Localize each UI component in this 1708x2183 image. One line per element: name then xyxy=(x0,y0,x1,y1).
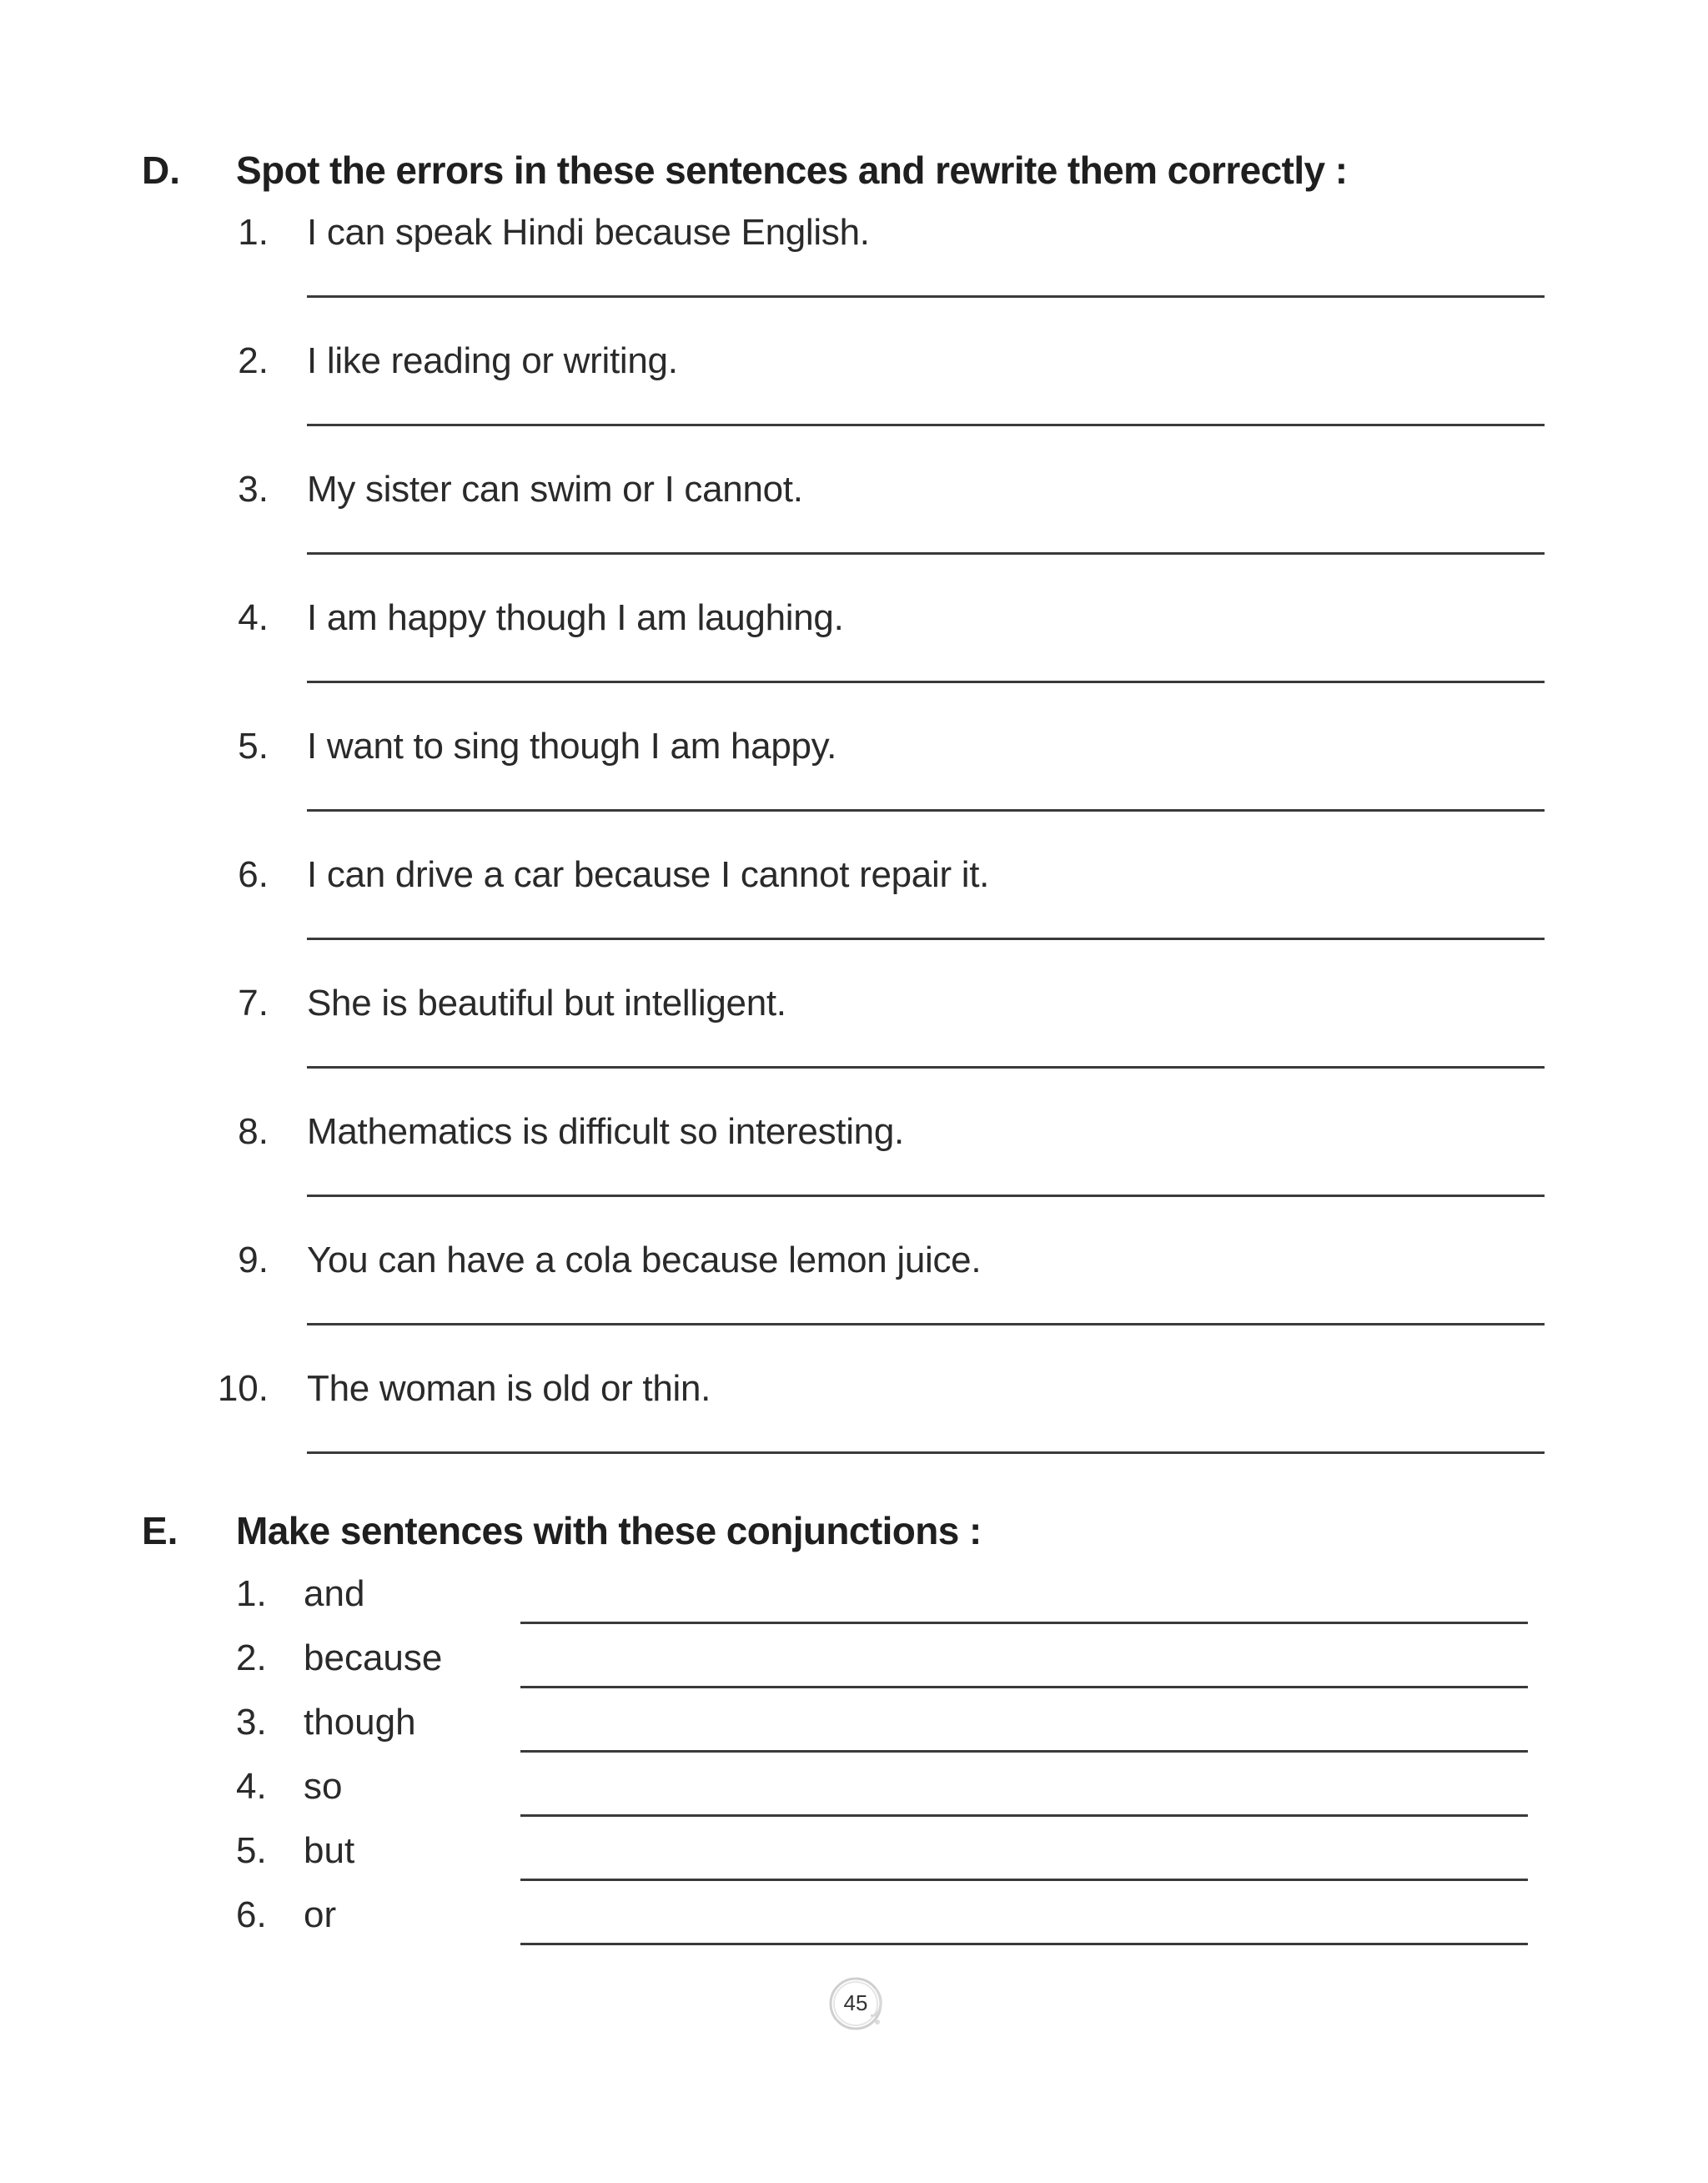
item-number: 2. xyxy=(238,340,269,381)
item-sentence: I can speak Hindi because English. xyxy=(307,212,870,253)
answer-line[interactable] xyxy=(307,424,1545,426)
item-number: 10. xyxy=(217,1368,269,1409)
section-e-letter: E. xyxy=(142,1509,178,1552)
item-number: 4. xyxy=(238,597,269,638)
answer-line[interactable] xyxy=(307,1195,1545,1197)
page-number: 45 xyxy=(843,1990,868,2015)
conjunction-word: but xyxy=(304,1830,355,1871)
list-item xyxy=(0,1702,1708,1766)
list-item xyxy=(0,983,1708,1111)
item-number: 3. xyxy=(236,1702,267,1743)
list-item xyxy=(0,1766,1708,1830)
item-number: 5. xyxy=(236,1830,267,1871)
list-item xyxy=(0,212,1708,340)
item-sentence: I like reading or writing. xyxy=(307,340,678,381)
item-sentence: I can drive a car because I cannot repair it. xyxy=(307,854,990,895)
conjunction-word: though xyxy=(304,1702,416,1743)
answer-line[interactable] xyxy=(520,1686,1528,1688)
answer-line[interactable] xyxy=(520,1943,1528,1945)
item-sentence: My sister can swim or I cannot. xyxy=(307,469,803,510)
answer-line[interactable] xyxy=(520,1750,1528,1753)
item-number: 1. xyxy=(236,1573,267,1614)
list-item xyxy=(0,597,1708,726)
list-item xyxy=(0,1111,1708,1240)
item-sentence: I want to sing though I am happy. xyxy=(307,726,837,767)
list-item xyxy=(0,1894,1708,1959)
conjunction-word: because xyxy=(304,1637,443,1678)
item-number: 5. xyxy=(238,726,269,767)
item-number: 4. xyxy=(236,1766,267,1807)
item-number: 6. xyxy=(238,854,269,895)
list-item xyxy=(0,1368,1708,1496)
item-sentence: She is beautiful but intelligent. xyxy=(307,983,786,1024)
list-item xyxy=(0,854,1708,983)
item-sentence: I am happy though I am laughing. xyxy=(307,597,844,638)
item-number: 1. xyxy=(238,212,269,253)
list-item xyxy=(0,469,1708,597)
answer-line[interactable] xyxy=(520,1622,1528,1624)
conjunction-word: or xyxy=(304,1894,337,1935)
section-d-title: Spot the errors in these sentences and rewrite them correctly : xyxy=(236,148,1348,192)
item-sentence: Mathematics is difficult so interesting. xyxy=(307,1111,904,1152)
answer-line[interactable] xyxy=(307,295,1545,298)
conjunction-word: and xyxy=(304,1573,365,1614)
list-item xyxy=(0,340,1708,469)
answer-line[interactable] xyxy=(520,1879,1528,1881)
item-number: 9. xyxy=(238,1240,269,1280)
answer-line[interactable] xyxy=(307,938,1545,940)
item-number: 6. xyxy=(236,1894,267,1935)
list-item xyxy=(0,1830,1708,1894)
item-number: 8. xyxy=(238,1111,269,1152)
item-number: 3. xyxy=(238,469,269,510)
section-d-letter: D. xyxy=(142,148,180,192)
list-item xyxy=(0,726,1708,854)
list-item xyxy=(0,1240,1708,1368)
answer-line[interactable] xyxy=(307,552,1545,555)
list-item xyxy=(0,1573,1708,1637)
answer-line[interactable] xyxy=(307,1323,1545,1325)
answer-line[interactable] xyxy=(307,1451,1545,1454)
answer-line[interactable] xyxy=(520,1814,1528,1817)
item-number: 7. xyxy=(238,983,269,1024)
item-sentence: You can have a cola because lemon juice. xyxy=(307,1240,982,1280)
answer-line[interactable] xyxy=(307,681,1545,683)
answer-line[interactable] xyxy=(307,809,1545,812)
section-e-title: Make sentences with these conjunctions : xyxy=(236,1509,982,1552)
conjunction-word: so xyxy=(304,1766,343,1807)
answer-line[interactable] xyxy=(307,1066,1545,1069)
list-item xyxy=(0,1637,1708,1702)
item-sentence: The woman is old or thin. xyxy=(307,1368,711,1409)
item-number: 2. xyxy=(236,1637,267,1678)
